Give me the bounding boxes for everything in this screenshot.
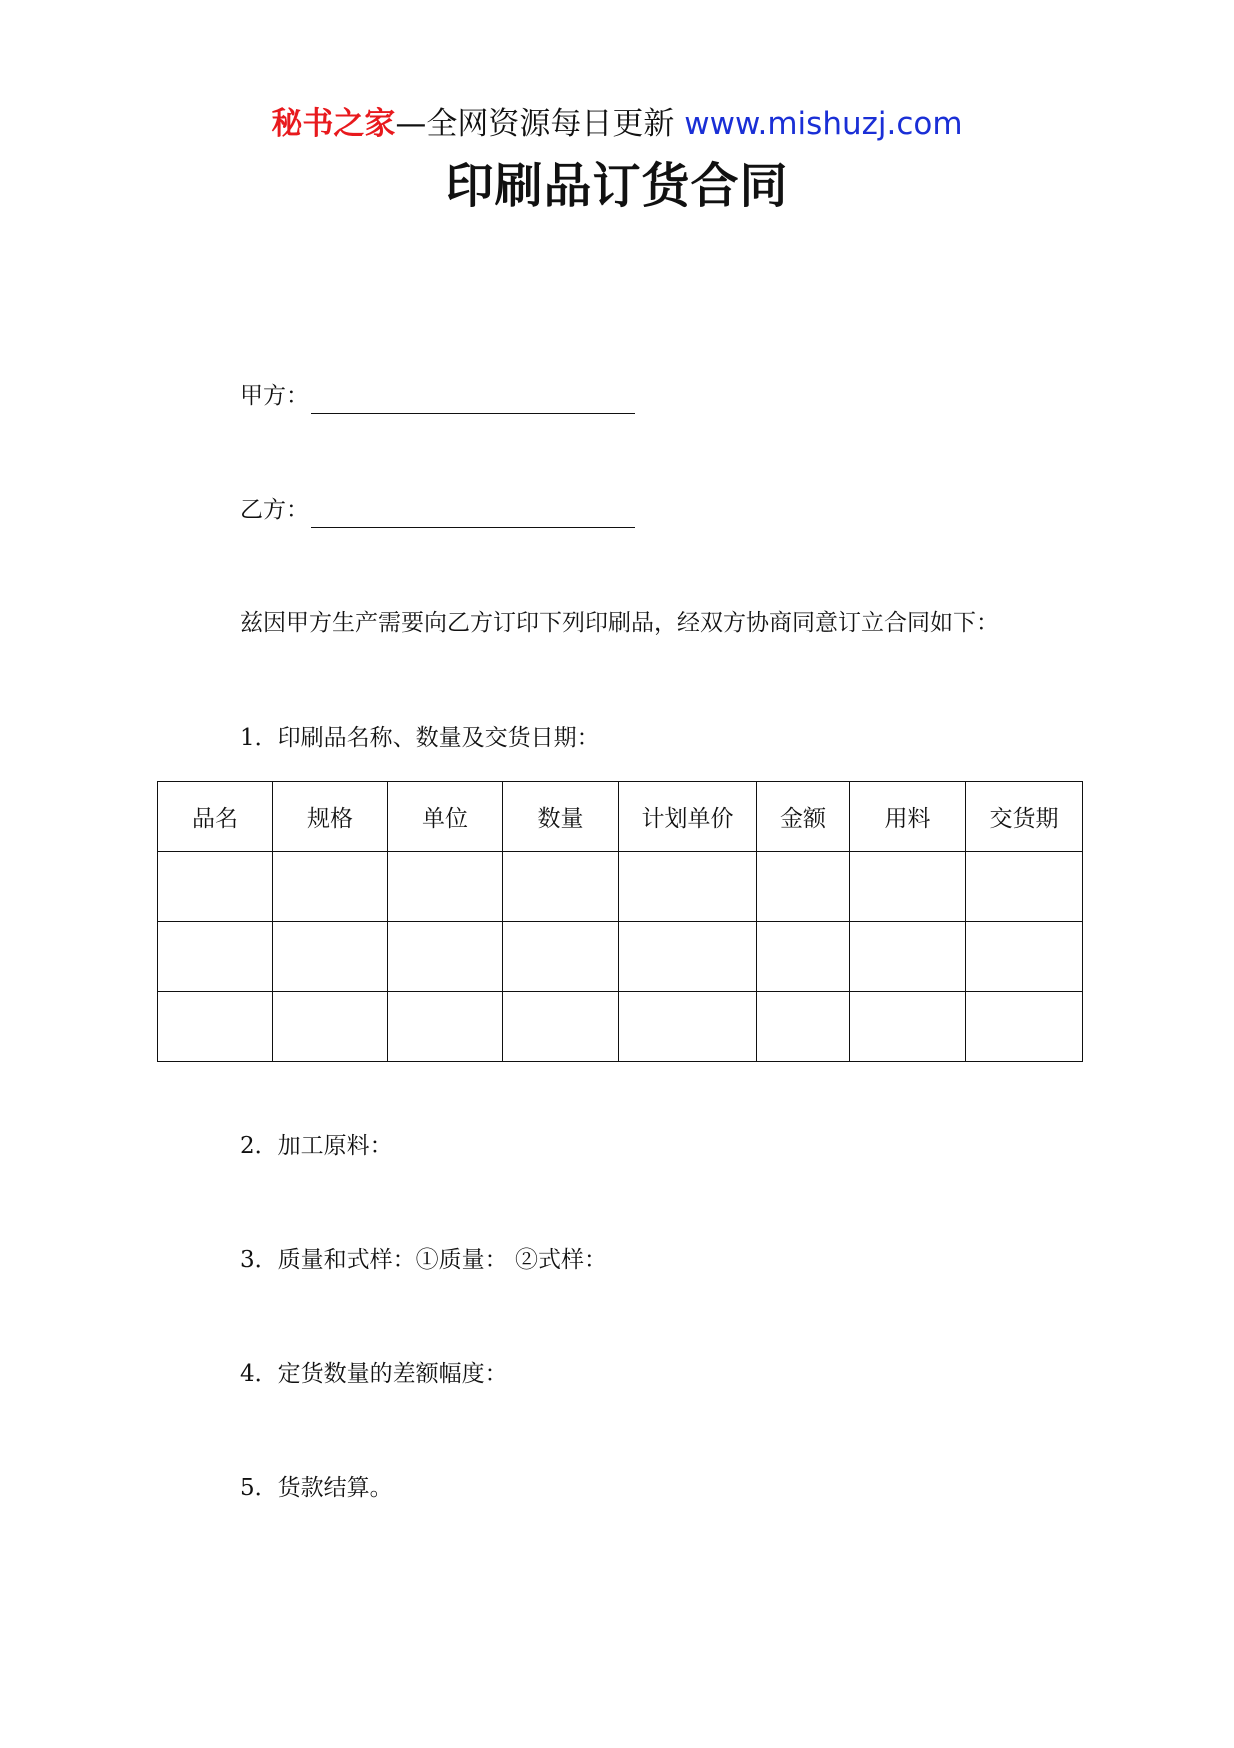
party-a-line [240, 378, 635, 414]
table-cell [273, 852, 388, 922]
table-cell [850, 922, 966, 992]
header-cell: 规格 [273, 782, 388, 852]
clause-5: 5．货款结算。 [240, 1475, 393, 1501]
table-cell [966, 992, 1083, 1062]
table-cell [503, 992, 619, 1062]
intro-paragraph: 兹因甲方生产需要向乙方订印下列印刷品，经双方协商同意订立合同如下： [240, 610, 999, 636]
site-url-link[interactable]: www.mishuzj.com [684, 106, 963, 142]
table-cell [619, 992, 757, 1062]
header-cell: 用料 [850, 782, 966, 852]
table-cell [757, 922, 850, 992]
header-cell: 交货期 [966, 782, 1083, 852]
table-cell [757, 852, 850, 922]
table-cell [503, 922, 619, 992]
table-cell [966, 852, 1083, 922]
header-cell: 品名 [158, 782, 273, 852]
table-cell [388, 922, 503, 992]
table-cell [503, 852, 619, 922]
table-cell [158, 852, 273, 922]
table-cell [757, 992, 850, 1062]
table-cell [619, 852, 757, 922]
table-row [158, 922, 1083, 992]
table-cell [273, 992, 388, 1062]
table-cell [850, 992, 966, 1062]
brand-name: 秘书之家 [271, 106, 396, 142]
table-cell [850, 852, 966, 922]
clause-1: 1．印刷品名称、数量及交货日期： [240, 725, 600, 751]
table-cell [273, 922, 388, 992]
table-cell [158, 922, 273, 992]
table-row [158, 852, 1083, 922]
table-cell [966, 922, 1083, 992]
party-a-blank [311, 387, 635, 414]
table-header-row [158, 782, 1083, 852]
header-cell: 金额 [757, 782, 850, 852]
clause-2: 2．加工原料： [240, 1133, 393, 1159]
clause-4: 4．定货数量的差额幅度： [240, 1361, 508, 1387]
table-cell [158, 992, 273, 1062]
table-cell [388, 852, 503, 922]
party-b-label: 乙方： [240, 497, 309, 523]
header-cell: 数量 [503, 782, 619, 852]
document-title: 印刷品订货合同 [445, 158, 789, 214]
table-row [158, 992, 1083, 1062]
party-b-blank [311, 501, 635, 528]
header-cell: 单位 [388, 782, 503, 852]
table-cell [619, 922, 757, 992]
header-tagline: —全网资源每日更新 [395, 106, 675, 142]
order-table [157, 781, 1083, 1062]
site-header [0, 100, 1234, 148]
party-a-label: 甲方： [240, 383, 309, 409]
clause-3: 3．质量和式样：①质量： ②式样： [240, 1247, 607, 1273]
header-cell: 计划单价 [619, 782, 757, 852]
party-b-line [240, 492, 635, 528]
table-cell [388, 992, 503, 1062]
